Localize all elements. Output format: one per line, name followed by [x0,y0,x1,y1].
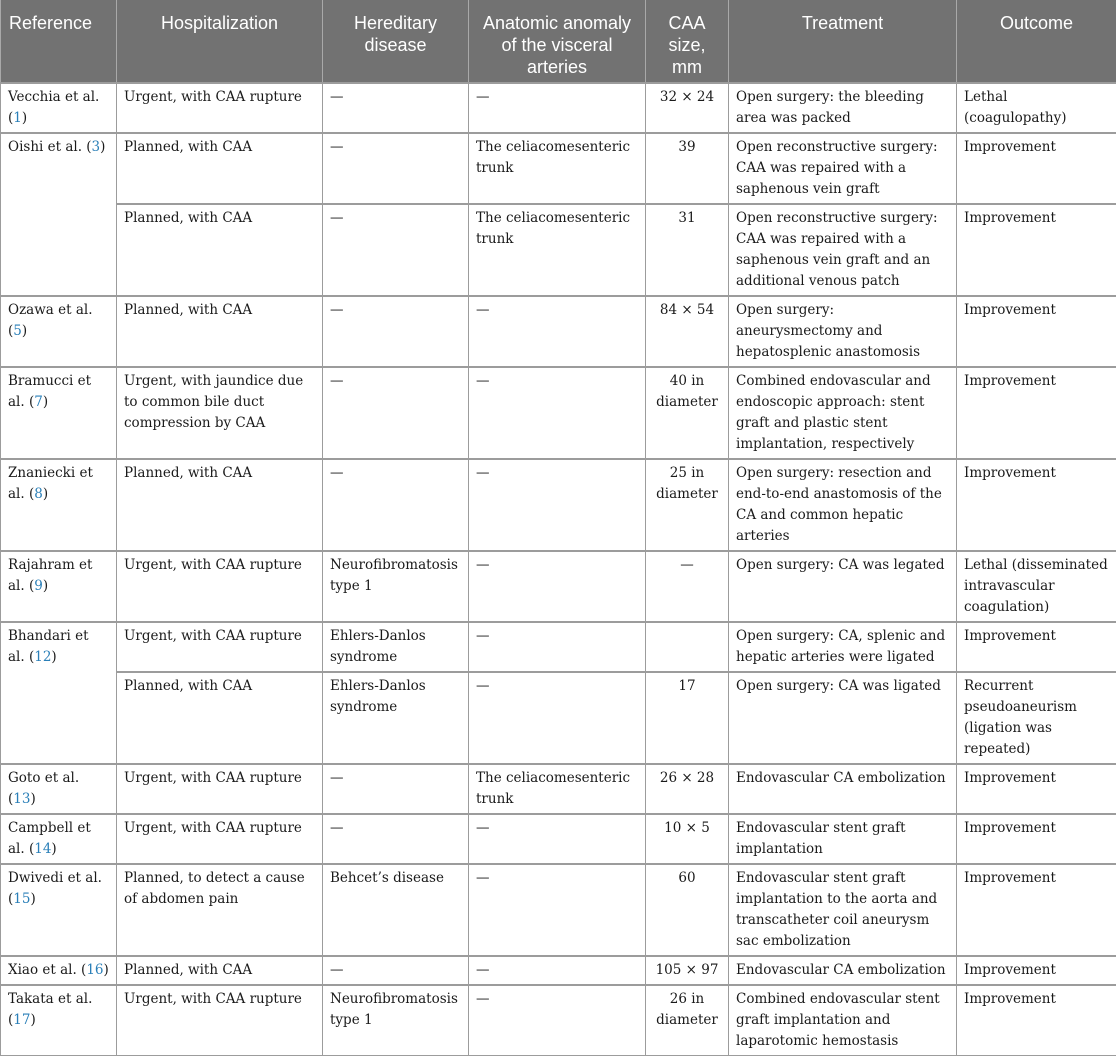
header-outcome: Outcome [957,0,1116,83]
treatment-cell: Open surgery: resection and end-to-end anastomosis of the CA and common hepatic arteries [729,459,957,551]
hospitalization-cell: Urgent, with CAA rupture [117,814,323,864]
hereditary-cell: Neurofibromatosis type 1 [323,985,469,1056]
hereditary-cell: — [323,367,469,459]
table-row [1,956,1116,985]
outcome-cell: Improvement [957,985,1116,1056]
treatment-cell: Open reconstructive surgery: CAA was repaired with a saphenous vein graft and an additional venous patch [729,204,957,296]
table-row [1,459,1116,551]
hospitalization-cell: Planned, with CAA [117,296,323,367]
anomaly-cell: — [469,459,646,551]
table-row [1,985,1116,1056]
reference-author: Ozawa et al. [8,302,93,318]
table-row [1,814,1116,864]
reference-cell: Dwivedi et al. (15) [1,864,117,956]
hospitalization-cell: Planned, with CAA [117,956,323,985]
outcome-cell: Improvement [957,622,1116,672]
header-row [1,0,1116,83]
citation-link[interactable]: 17 [13,1012,30,1028]
table-row [1,367,1116,459]
outcome-cell: Recurrent pseudoaneurism (ligation was repeated) [957,672,1116,764]
treatment-cell: Combined endovascular stent graft implantation and laparotomic hemostasis [729,985,957,1056]
reference-cell: Goto et al. (13) [1,764,117,814]
reference-author: Goto et al. [8,770,79,786]
anomaly-cell: — [469,864,646,956]
outcome-cell: Improvement [957,956,1116,985]
citation-link[interactable]: 14 [34,841,51,857]
anomaly-cell: The celiacomesenteric trunk [469,204,646,296]
hereditary-cell: — [323,133,469,204]
size-cell: 32 × 24 [646,83,729,133]
reference-author: Oishi et al. [8,139,82,155]
anomaly-cell: — [469,672,646,764]
size-cell: 31 [646,204,729,296]
table-row [1,83,1116,133]
outcome-cell: Improvement [957,864,1116,956]
header-caa-size: CAA size, mm [646,0,729,83]
hospitalization-cell: Planned, with CAA [117,672,323,764]
size-cell: 26 × 28 [646,764,729,814]
reference-author: Bramucci et al. [8,373,91,410]
hereditary-cell: — [323,814,469,864]
reference-author: Takata et al. [8,991,92,1007]
citation-link[interactable]: 13 [13,791,30,807]
reference-author: Campbell et al. [8,820,91,857]
citation-link[interactable]: 8 [34,486,43,502]
reference-cell: Takata et al. (17) [1,985,117,1056]
hospitalization-cell: Urgent, with jaundice due to common bile duct compression by CAA [117,367,323,459]
hospitalization-cell: Urgent, with CAA rupture [117,83,323,133]
hereditary-cell: Behcet’s disease [323,864,469,956]
treatment-cell: Open surgery: aneurysmectomy and hepatosplenic anastomosis [729,296,957,367]
treatment-cell: Endovascular stent graft implantation [729,814,957,864]
hospitalization-cell: Planned, with CAA [117,459,323,551]
reference-cell: Bramucci et al. (7) [1,367,117,459]
treatment-cell: Endovascular CA embolization [729,956,957,985]
header-reference: Reference [1,0,117,83]
reference-cell: Campbell et al. (14) [1,814,117,864]
anomaly-cell: — [469,83,646,133]
hospitalization-cell: Planned, with CAA [117,133,323,204]
reference-cell: Oishi et al. (3) [1,133,117,296]
reference-cell: Bhandari et al. (12) [1,622,117,764]
table-row [1,296,1116,367]
reference-cell: Xiao et al. (16) [1,956,117,985]
hospitalization-cell: Urgent, with CAA rupture [117,985,323,1056]
anomaly-cell: — [469,551,646,622]
citation-link[interactable]: 16 [86,962,103,978]
hereditary-cell: — [323,296,469,367]
size-cell: 105 × 97 [646,956,729,985]
table-row [1,133,1116,204]
outcome-cell: Improvement [957,459,1116,551]
hospitalization-cell: Planned, to detect a cause of abdomen pain [117,864,323,956]
hereditary-cell: Ehlers-Danlos syndrome [323,622,469,672]
citation-link[interactable]: 1 [13,110,22,126]
treatment-cell: Combined endovascular and endoscopic approach: stent graft and plastic stent implantation, respectively [729,367,957,459]
header-hospitalization: Hospitalization [117,0,323,83]
anomaly-cell: The celiacomesenteric trunk [469,133,646,204]
outcome-cell: Improvement [957,204,1116,296]
hereditary-cell: — [323,83,469,133]
size-cell: 39 [646,133,729,204]
table-row [1,672,1116,764]
hereditary-cell: Neurofibromatosis type 1 [323,551,469,622]
citation-link[interactable]: 12 [34,649,51,665]
reference-author: Xiao et al. [8,962,77,978]
reference-cell: Ozawa et al. (5) [1,296,117,367]
outcome-cell: Improvement [957,367,1116,459]
reference-author: Vecchia et al. [8,89,99,105]
treatment-cell: Open reconstructive surgery: CAA was repaired with a saphenous vein graft [729,133,957,204]
hospitalization-cell: Urgent, with CAA rupture [117,551,323,622]
reference-cell: Rajahram et al. (9) [1,551,117,622]
header-anatomic-anomaly: Anatomic anomaly of the visceral arteries [469,0,646,83]
reference-cell: Znaniecki et al. (8) [1,459,117,551]
treatment-cell: Open surgery: CA, splenic and hepatic arteries were ligated [729,622,957,672]
hospitalization-cell: Urgent, with CAA rupture [117,764,323,814]
anomaly-cell: The celiacomesenteric trunk [469,764,646,814]
size-cell: 17 [646,672,729,764]
size-cell: 25 in diameter [646,459,729,551]
treatment-cell: Endovascular CA embolization [729,764,957,814]
hereditary-cell: — [323,204,469,296]
anomaly-cell: — [469,622,646,672]
table-row [1,764,1116,814]
hereditary-cell: Ehlers-Danlos syndrome [323,672,469,764]
size-cell: 60 [646,864,729,956]
size-cell: 40 in diameter [646,367,729,459]
hospitalization-cell: Planned, with CAA [117,204,323,296]
anomaly-cell: — [469,956,646,985]
citation-link[interactable]: 15 [13,891,30,907]
hospitalization-cell: Urgent, with CAA rupture [117,622,323,672]
treatment-cell: Open surgery: CA was ligated [729,672,957,764]
size-cell: 84 × 54 [646,296,729,367]
outcome-cell: Improvement [957,133,1116,204]
table-row [1,864,1116,956]
table-row [1,204,1116,296]
outcome-cell: Improvement [957,814,1116,864]
table-row [1,622,1116,672]
table-row [1,551,1116,622]
header-treatment: Treatment [729,0,957,83]
reference-author: Znaniecki et al. [8,465,93,502]
treatment-cell: Open surgery: CA was legated [729,551,957,622]
reference-author: Bhandari et al. [8,628,89,665]
treatment-cell: Endovascular stent graft implantation to the aorta and transcatheter coil aneurysm sac embolization [729,864,957,956]
anomaly-cell: — [469,814,646,864]
size-cell [646,622,729,672]
hereditary-cell: — [323,764,469,814]
outcome-cell: Improvement [957,764,1116,814]
citation-link[interactable]: 7 [34,394,43,410]
reference-cell: Vecchia et al. (1) [1,83,117,133]
outcome-cell: Lethal (coagulopathy) [957,83,1116,133]
size-cell: 10 × 5 [646,814,729,864]
outcome-cell: Lethal (disseminated intravascular coagulation) [957,551,1116,622]
anomaly-cell: — [469,367,646,459]
reference-author: Rajahram et al. [8,557,92,594]
hereditary-cell: — [323,956,469,985]
citation-link[interactable]: 5 [13,323,22,339]
citation-link[interactable]: 3 [92,139,101,155]
reference-author: Dwivedi et al. [8,870,102,886]
hereditary-cell: — [323,459,469,551]
anomaly-cell: — [469,296,646,367]
header-hereditary-disease: Hereditary disease [323,0,469,83]
treatment-cell: Open surgery: the bleeding area was packed [729,83,957,133]
size-cell: 26 in diameter [646,985,729,1056]
size-cell: — [646,551,729,622]
anomaly-cell: — [469,985,646,1056]
citation-link[interactable]: 9 [34,578,43,594]
outcome-cell: Improvement [957,296,1116,367]
